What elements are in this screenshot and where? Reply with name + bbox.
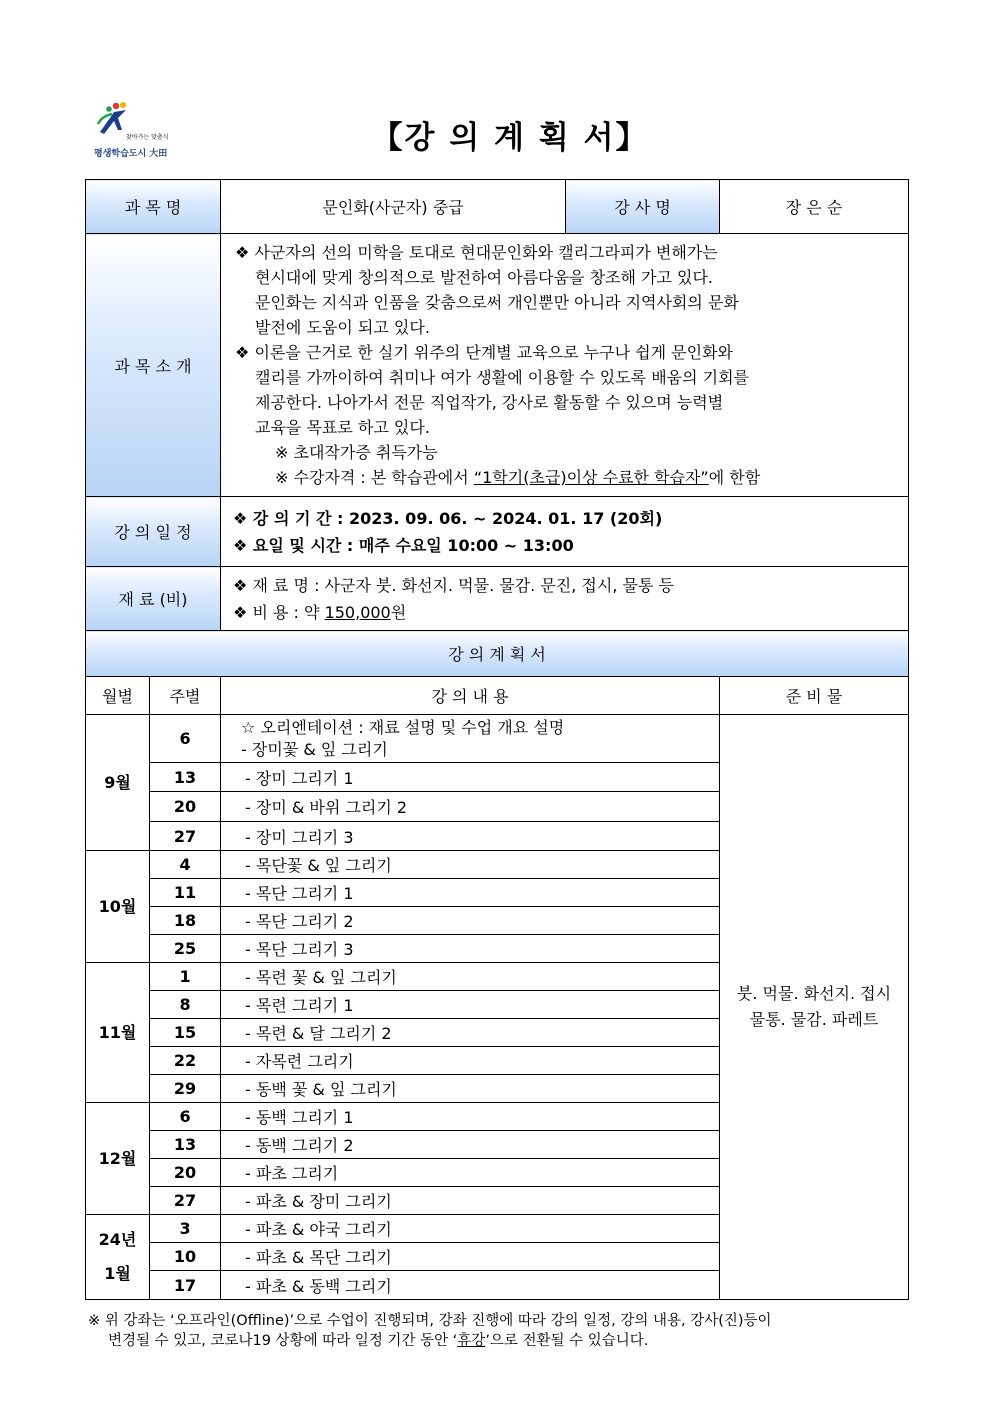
logo-city: 평생학습도시 大田 (94, 149, 168, 159)
plan-header-row (86, 677, 909, 715)
intro-p1-line2: 현시대에 맞게 창의적으로 발전하여 아름다움을 창조해 가고 있다. (255, 268, 714, 287)
col-prep: 준 비 물 (720, 677, 909, 715)
week-cell: 6 (150, 715, 221, 763)
lesson-cell: - 목련 꽃 & 잎 그리기 (221, 963, 720, 991)
lesson-cell: - 자목련 그리기 (221, 1047, 720, 1075)
lesson-cell: - 동백 꽃 & 잎 그리기 (221, 1075, 720, 1103)
eligibility-prefix: ※ 수강자격 : 본 학습관에서 (275, 468, 474, 487)
materials-cost (233, 599, 896, 626)
materials-list: ❖ 재 료 명 : 사군자 붓. 화선지. 먹물. 물감. 문진, 접시, 물통 등 (233, 575, 674, 595)
cost-suffix: 원 (390, 602, 407, 622)
month-dec: 12월 (86, 1103, 150, 1215)
intro-content (221, 234, 909, 497)
page-title: 【강 의 계 획 서】 (371, 120, 649, 156)
week-cell: 3 (150, 1215, 221, 1243)
lesson-cell: - 파초 & 장미 그리기 (221, 1187, 720, 1215)
subject-row (86, 180, 909, 234)
week-cell: 17 (150, 1271, 221, 1300)
lesson-cell: - 장미 그리기 3 (221, 822, 720, 851)
cost-prefix: ❖ 비 용 : 약 (233, 602, 325, 622)
intro-p2-line4: 교육을 목표로 하고 있다. (255, 418, 430, 437)
teacher-value: 장 은 순 (720, 180, 909, 234)
lesson-cell: - 목단 그리기 3 (221, 935, 720, 963)
month-jan (86, 1215, 150, 1300)
intro-p1-line4: 발전에 도움이 되고 있다. (255, 318, 430, 337)
week-cell: 29 (150, 1075, 221, 1103)
prep-cell (720, 715, 909, 1300)
eligibility-suffix: 에 한함 (708, 468, 761, 487)
intro-p1-line3: 문인화는 지식과 인품을 갖춤으로써 개인뿐만 아니라 지역사회의 문화 (255, 293, 739, 312)
footer-suspension: 휴강 (457, 1333, 486, 1349)
lesson-cell: - 목단 그리기 1 (221, 879, 720, 907)
logo (88, 100, 184, 160)
schedule-label: 강 의 일 정 (86, 497, 221, 567)
intro-p2-line1: ❖ 이론을 근거로 한 실기 위주의 단계별 교육으로 누구나 쉽게 문인화와 (235, 343, 733, 362)
week-cell: 27 (150, 1187, 221, 1215)
schedule-row (86, 497, 909, 567)
materials-label: 재 료 (비) (86, 567, 221, 631)
week-cell: 13 (150, 763, 221, 792)
week-cell: 20 (150, 1159, 221, 1187)
plan-section-row (86, 631, 909, 677)
lesson-cell: - 목단 그리기 2 (221, 907, 720, 935)
week-cell: 20 (150, 792, 221, 822)
col-content: 강 의 내 용 (221, 677, 720, 715)
lesson-cell: - 장미 그리기 1 (221, 763, 720, 792)
intro-row (86, 234, 909, 497)
prep-line1: 붓. 먹물. 화선지. 접시 (736, 984, 892, 1003)
footer-line2-prefix: 변경될 수 있고, 코로나19 상황에 따라 일정 기간 동안 ‘ (108, 1333, 458, 1349)
schedule-time: ❖ 요일 및 시간 : 매주 수요일 10:00 ~ 13:00 (233, 535, 574, 555)
prep-line2: 물통. 물감. 파레트 (749, 1010, 879, 1029)
intro-label: 과 목 소 개 (86, 234, 221, 497)
week-cell: 6 (150, 1103, 221, 1131)
lesson-cell: - 동백 그리기 2 (221, 1131, 720, 1159)
month-jan-year: 24년 (98, 1230, 137, 1249)
intro-p2-line3: 제공한다. 나아가서 전문 직업작가, 강사로 활동할 수 있으며 능력별 (255, 393, 724, 412)
intro-p1-line1: ❖ 사군자의 선의 미학을 토대로 현대문인화와 캘리그라피가 변해가는 (235, 243, 718, 262)
week-cell: 27 (150, 822, 221, 851)
plan-section-title: 강 의 계 획 서 (86, 631, 909, 677)
lesson-cell: - 장미 & 바위 그리기 2 (221, 792, 720, 822)
logo-tagline: 찾아가는 맞춤식 (126, 134, 169, 141)
cost-amount: 150,000 (324, 602, 391, 622)
week-cell: 1 (150, 963, 221, 991)
lesson-cell: - 목단꽃 & 잎 그리기 (221, 851, 720, 879)
intro-p2-line2: 캘리를 가까이하여 취미나 여가 생활에 이용할 수 있도록 배움의 기회를 (255, 368, 750, 387)
lesson-cell: - 동백 그리기 1 (221, 1103, 720, 1131)
teacher-label: 강 사 명 (566, 180, 720, 234)
materials-row (86, 567, 909, 631)
lesson-cell: - 파초 그리기 (221, 1159, 720, 1187)
week-cell: 13 (150, 1131, 221, 1159)
table-row (86, 715, 909, 763)
col-month: 월별 (86, 677, 150, 715)
materials-content (221, 567, 909, 631)
col-week: 주별 (150, 677, 221, 715)
lesson-text: - 장미꽃 & 잎 그리기 (241, 739, 388, 759)
footer-line1: ※ 위 강좌는 ‘오프라인(Offline)’으로 수업이 진행되며, 강좌 진행에 따라 강의 일정, 강의 내용, 강사(진)등이 (88, 1313, 772, 1329)
lesson-cell: - 파초 & 목단 그리기 (221, 1243, 720, 1271)
week-cell: 18 (150, 907, 221, 935)
lesson-orientation: ☆ 오리엔테이션 : 재료 설명 및 수업 개요 설명 (241, 717, 565, 737)
footer-line2-suffix: ’으로 전환될 수 있습니다. (485, 1333, 649, 1349)
footer-note (88, 1311, 903, 1351)
lesson-cell (221, 715, 720, 763)
week-cell: 22 (150, 1047, 221, 1075)
lesson-cell: - 파초 & 동백 그리기 (221, 1271, 720, 1300)
lesson-cell: - 파초 & 야국 그리기 (221, 1215, 720, 1243)
eligibility-condition: “1학기(초급)이상 수료한 학습자” (473, 468, 709, 487)
footer-line2 (88, 1331, 903, 1351)
subject-label: 과 목 명 (86, 180, 221, 234)
week-cell: 10 (150, 1243, 221, 1271)
lesson-cell: - 목련 & 달 그리기 2 (221, 1019, 720, 1047)
month-nov: 11월 (86, 963, 150, 1103)
week-cell: 15 (150, 1019, 221, 1047)
month-jan-month: 1월 (104, 1264, 131, 1283)
month-sep: 9월 (86, 715, 150, 851)
month-oct: 10월 (86, 851, 150, 963)
lecture-plan-table (85, 179, 909, 1300)
intro-note-eligibility (235, 465, 898, 490)
schedule-period: ❖ 강 의 기 간 : 2023. 09. 06. ~ 2024. 01. 17 (20회) (233, 508, 663, 528)
week-cell: 11 (150, 879, 221, 907)
schedule-content (221, 497, 909, 567)
intro-note-certificate: ※ 초대작가증 취득가능 (275, 443, 438, 462)
week-cell: 25 (150, 935, 221, 963)
subject-value: 문인화(사군자) 중급 (221, 180, 566, 234)
week-cell: 8 (150, 991, 221, 1019)
week-cell: 4 (150, 851, 221, 879)
lesson-cell: - 목련 그리기 1 (221, 991, 720, 1019)
